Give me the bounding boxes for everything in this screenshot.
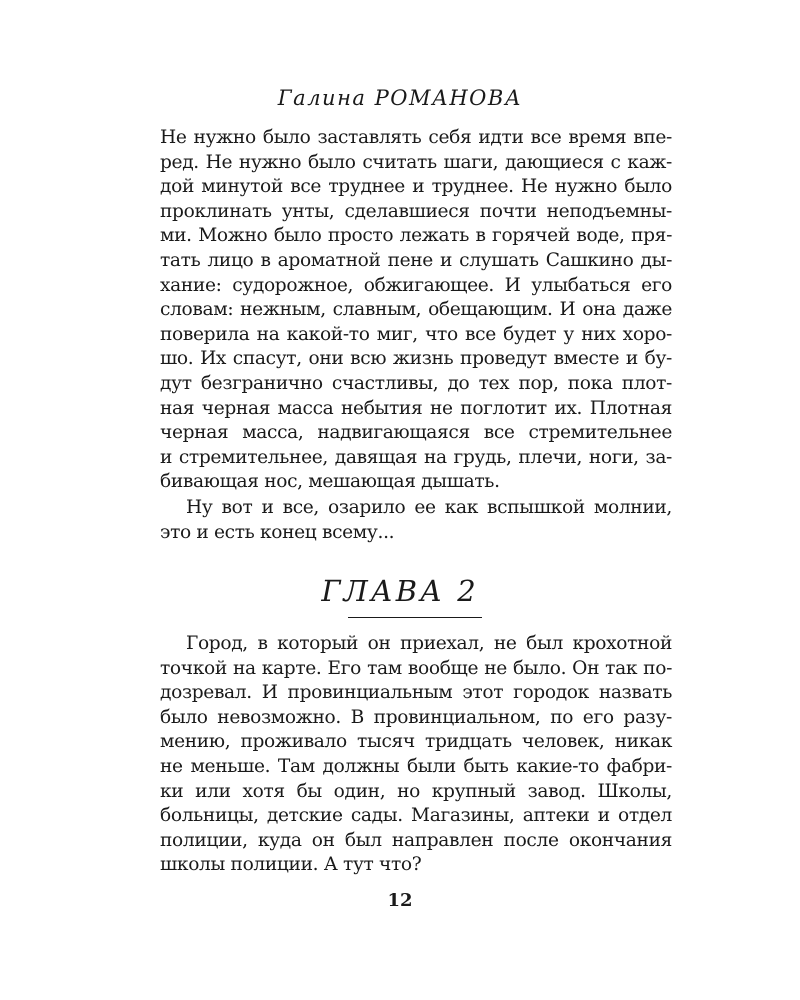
text-line: бивающая нос, мешающая дышать.	[160, 471, 500, 493]
chapter-heading: ГЛАВА 2	[321, 574, 479, 608]
text-line: словам: нежным, славным, обещающим. И она даже	[160, 299, 672, 321]
text-line: полиции, куда он был направлен после окончания	[160, 829, 672, 851]
text-line: дут безгранично счастливы, до тех пор, пока плот-	[160, 372, 672, 394]
text-line: было невозможно. В провинциальном, по его разу-	[160, 706, 672, 728]
page-number: 12	[387, 890, 413, 911]
paragraph-3	[160, 632, 672, 878]
text-line: хание: судорожное, обжигающее. И улыбаться его	[160, 274, 672, 296]
text-line: не меньше. Там должны были быть какие-то фабри-	[160, 755, 672, 777]
running-head: Галина РОМАНОВА	[277, 86, 523, 110]
chapter-rule	[348, 617, 482, 618]
text-line: проклинать унты, сделавшиеся почти неподъемны-	[160, 200, 672, 222]
text-line: школы полиции. А тут что?	[160, 854, 422, 876]
text-line: поверила на какой-то миг, что все будет у них хоро-	[160, 323, 672, 345]
paragraph-1	[160, 126, 672, 495]
text-line: ми. Можно было просто лежать в горячей воде, пря-	[160, 225, 672, 247]
text-line: ред. Не нужно было считать шаги, дающиеся с каж-	[160, 151, 672, 173]
text-line: тать лицо в ароматной пене и слушать Сашкино ды-	[160, 249, 672, 271]
text-line: ки или хотя бы один, но крупный завод. Школы,	[160, 780, 672, 802]
text-line: Ну вот и все, озарило ее как вспышкой молнии,	[186, 497, 672, 518]
text-line: Город, в который он приехал, не был крохотной	[186, 633, 672, 654]
text-line: ная черная масса небытия не поглотит их. Плотная	[160, 397, 672, 419]
text-line: это и есть конец всему...	[160, 521, 395, 543]
text-line: и стремительнее, давящая на грудь, плечи, ноги, за-	[160, 446, 672, 468]
text-line: черная масса, надвигающаяся все стремительнее	[160, 422, 672, 444]
text-line: больницы, детские сады. Магазины, аптеки и отдел	[160, 805, 672, 827]
text-line: точкой на карте. Его там вообще не было. Он так по-	[160, 657, 672, 679]
text-line: мению, проживало тысяч тридцать человек, никак	[160, 731, 672, 753]
text-line: Не нужно было заставлять себя идти все время впе-	[160, 127, 672, 148]
paragraph-2	[160, 496, 672, 545]
text-line: шо. Их спасут, они всю жизнь проведут вместе и бу-	[160, 348, 672, 370]
text-line: дозревал. И провинциальным этот городок назвать	[160, 682, 672, 704]
text-line: дой минутой все труднее и труднее. Не нужно было	[160, 176, 672, 198]
